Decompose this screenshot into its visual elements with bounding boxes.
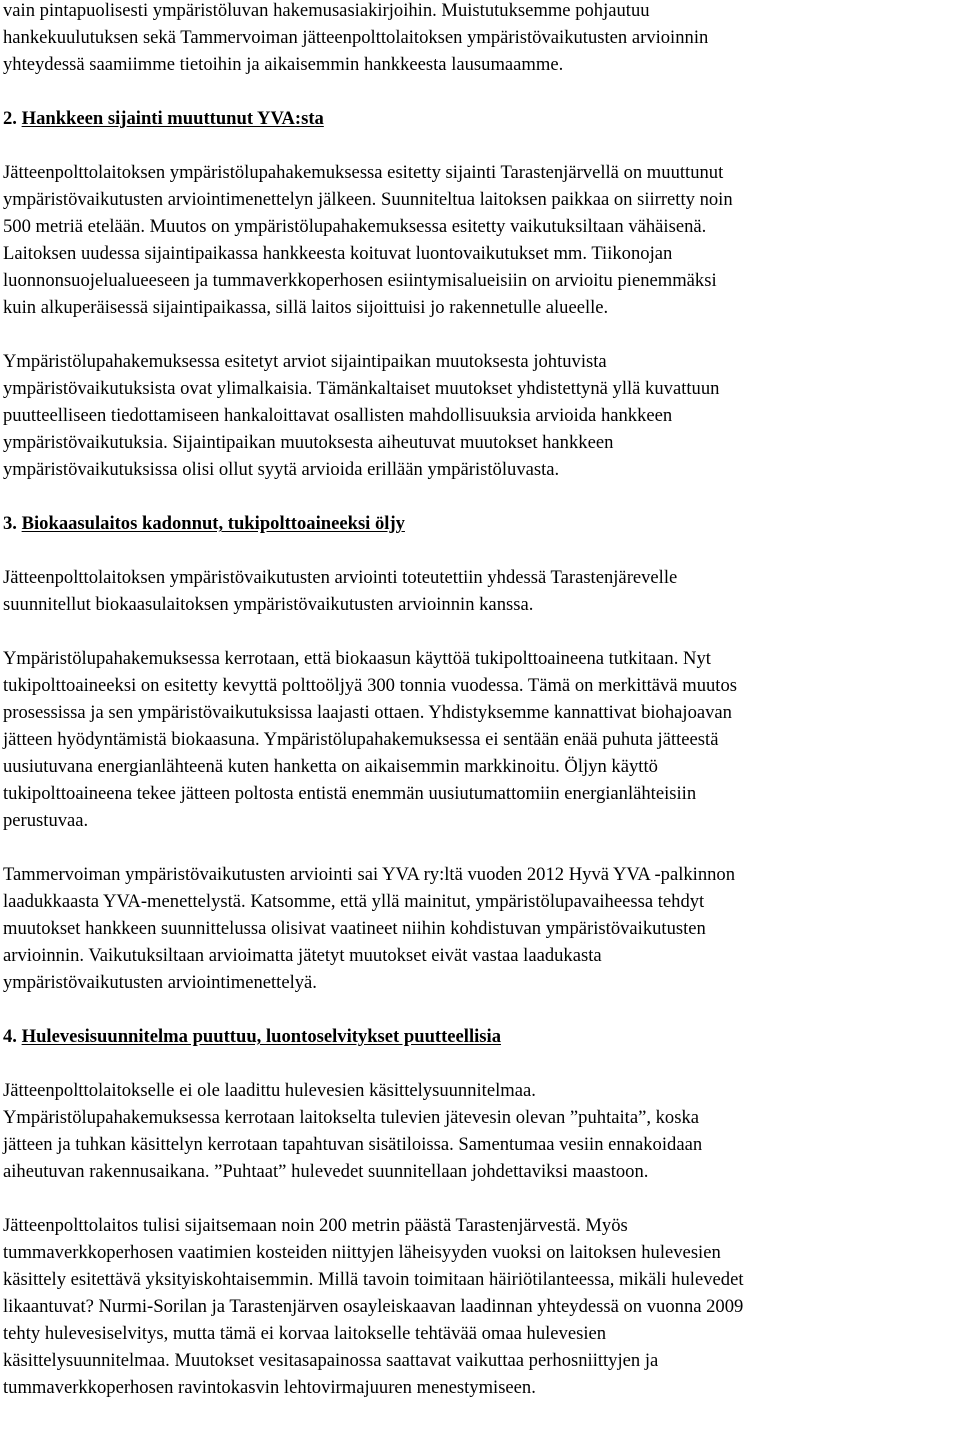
text-line: luonnonsuojelualueeseen ja tummaverkkoperhosen esiintymisalueisiin on arvioitu pienemmäksi (3, 270, 717, 291)
section-heading-4 (3, 1023, 958, 1050)
text-line: ympäristövaikutusten arviointimenettelyn jälkeen. Suunniteltua laitoksen paikkaa on siirretty noin (3, 189, 733, 210)
section-number: 3. (3, 513, 17, 534)
text-line: Jätteenpolttolaitoksen ympäristövaikutusten arviointi toteutettiin yhdessä Tarastenjärevelle (3, 567, 678, 588)
text-line: Jätteenpolttolaitoksen ympäristölupahakemuksessa esitetty sijainti Tarastenjärvellä on muuttunut (3, 162, 724, 183)
text-line: tukipolttoaineeksi on esitetty kevyttä polttoöljyä 300 tonnia vuodessa. Tämä on merkittävä muutos (3, 675, 737, 696)
document-page (3, 0, 958, 1401)
text-line: perustuvaa. (3, 810, 89, 831)
text-line: vain pintapuolisesti ympäristöluvan hakemusasiakirjoihin. Muistutuksemme pohjautuu (3, 0, 650, 21)
section-3-paragraph-2 (3, 645, 958, 834)
section-4-paragraph-2 (3, 1212, 958, 1401)
text-line: Tammervoiman ympäristövaikutusten arviointi sai YVA ry:ltä vuoden 2012 Hyvä YVA -palkinnon (3, 864, 736, 885)
text-line: hankekuulutuksen sekä Tammervoiman jätteenpolttolaitoksen ympäristövaikutusten arvioinnin (3, 27, 709, 48)
section-number: 4. (3, 1026, 17, 1047)
text-line: puutteelliseen tiedottamiseen hankaloittavat osallisten mahdollisuuksia arvioida hankkeen (3, 405, 673, 426)
text-line: tukipolttoaineena tekee jätteen poltosta entistä enemmän uusiutumattomiin energianlähteisiin (3, 783, 697, 804)
text-line: tummaverkkoperhosen ravintokasvin lehtovirmajuuren menestymiseen. (3, 1377, 536, 1398)
text-line: arvioinnin. Vaikutuksiltaan arvioimatta jätetyt muutokset eivät vastaa laadukasta (3, 945, 602, 966)
section-2-paragraph-2 (3, 348, 958, 483)
section-heading-2 (3, 105, 958, 132)
text-line: käsittelysuunnitelmaa. Muutokset vesitasapainossa saattavat vaikuttaa perhosniittyjen ja (3, 1350, 659, 1371)
text-line: yhteydessä saamiimme tietoihin ja aikaisemmin hankkeesta lausumaamme. (3, 54, 564, 75)
text-line: Laitoksen uudessa sijaintipaikassa hankkeesta koituvat luontovaikutukset mm. Tiikonojan (3, 243, 673, 264)
text-line: suunnitellut biokaasulaitoksen ympäristövaikutusten arvioinnin kanssa. (3, 594, 534, 615)
text-line: prosessissa ja sen ympäristövaikutuksissa laajasti ottaen. Yhdistyksemme kannattivat biohajoavan (3, 702, 732, 723)
section-3-paragraph-3 (3, 861, 958, 996)
section-title: Hulevesisuunnitelma puuttuu, luontoselvitykset puutteellisia (21, 1026, 501, 1047)
text-line: käsittely esitettävä yksityiskohtaisemmin. Millä tavoin toimitaan häiriötilanteessa, mikäli hulevedet (3, 1269, 744, 1290)
text-line: tehty hulevesiselvitys, mutta tämä ei korvaa laitokselle tehtävää omaa hulevesien (3, 1323, 607, 1344)
text-line: aiheutuvan rakennusaikana. ”Puhtaat” hulevedet suunnitellaan johdettaviksi maastoon. (3, 1161, 649, 1182)
section-2-paragraph-1 (3, 159, 958, 321)
text-line: 500 metriä etelään. Muutos on ympäristölupahakemuksessa esitetty vaikutuksiltaan vähäisenä. (3, 216, 707, 237)
text-line: ympäristövaikutuksia. Sijaintipaikan muutoksesta aiheutuvat muutokset hankkeen (3, 432, 614, 453)
text-line: ympäristövaikutusten arviointimenettelyä. (3, 972, 317, 993)
text-line: tummaverkkoperhosen vaatimien kosteiden niittyjen läheisyyden vuoksi on laitoksen hulevesien (3, 1242, 721, 1263)
text-line: Jätteenpolttolaitos tulisi sijaitsemaan noin 200 metrin päästä Tarastenjärvestä. Myös (3, 1215, 628, 1236)
text-line: Ympäristölupahakemuksessa kerrotaan, että biokaasun käyttöä tukipolttoaineena tutkitaan. Nyt (3, 648, 711, 669)
text-line: jätteen hyödyntämistä biokaasuna. Ympäristölupahakemuksessa ei sentään enää puhuta jätteestä (3, 729, 719, 750)
text-line: kuin alkuperäisessä sijaintipaikassa, sillä laitos sijoittuisi jo rakennetulle alueelle. (3, 297, 609, 318)
text-line: ympäristövaikutuksista ovat ylimalkaisia. Tämänkaltaiset muutokset yhdistettynä yllä kuvattuun (3, 378, 720, 399)
section-number: 2. (3, 108, 17, 129)
section-title: Biokaasulaitos kadonnut, tukipolttoaineeksi öljy (21, 513, 405, 534)
section-title: Hankkeen sijainti muuttunut YVA:sta (21, 108, 324, 129)
section-4-paragraph-1 (3, 1077, 958, 1185)
text-line: laadukkaasta YVA-menettelystä. Katsomme, että yllä mainitut, ympäristölupavaiheessa tehdyt (3, 891, 705, 912)
text-line: likaantuvat? Nurmi-Sorilan ja Tarastenjärven osayleiskaavan laadinnan yhteydessä on vuonna 2009 (3, 1296, 744, 1317)
section-heading-3 (3, 510, 958, 537)
text-line: Ympäristölupahakemuksessa kerrotaan laitokselta tulevien jätevesin olevan ”puhtaita”, koska (3, 1107, 700, 1128)
intro-paragraph (3, 0, 958, 78)
text-line: muutokset hankkeen suunnittelussa olisivat vaatineet niihin kohdistuvan ympäristövaikutusten (3, 918, 706, 939)
text-line: jätteen ja tuhkan käsittelyn kerrotaan tapahtuvan sisätiloissa. Samentumaa vesiin ennakoidaan (3, 1134, 703, 1155)
section-3-paragraph-1 (3, 564, 958, 618)
text-line: uusiutuvana energianlähteenä kuten hanketta on aikaisemmin markkinoitu. Öljyn käyttö (3, 756, 658, 777)
text-line: Ympäristölupahakemuksessa esitetyt arviot sijaintipaikan muutoksesta johtuvista (3, 351, 607, 372)
text-line: Jätteenpolttolaitokselle ei ole laadittu hulevesien käsittelysuunnitelmaa. (3, 1080, 536, 1101)
text-line: ympäristövaikutuksissa olisi ollut syytä arvioida erillään ympäristöluvasta. (3, 459, 560, 480)
